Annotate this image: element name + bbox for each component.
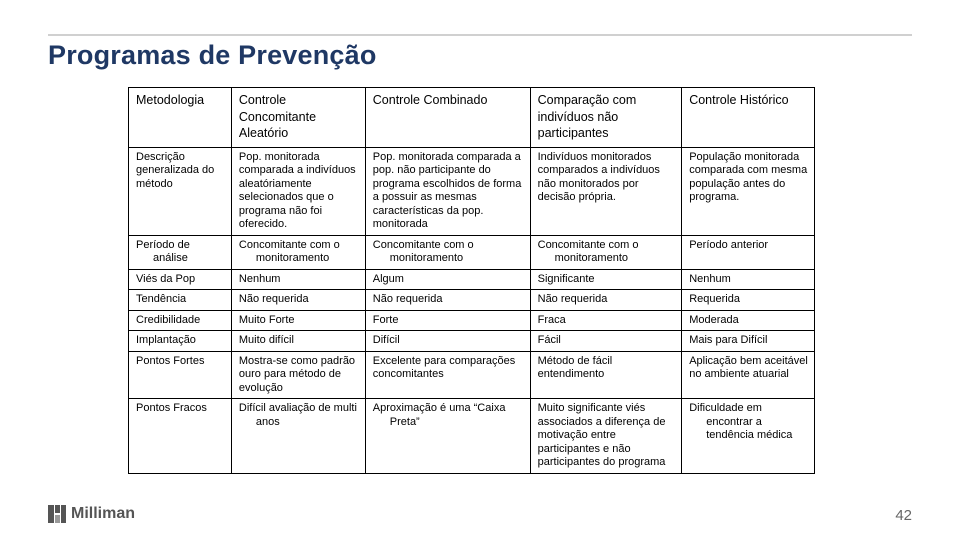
- table-row: [129, 351, 815, 399]
- table-cell: Mais para Difícil: [682, 331, 815, 352]
- milliman-logo-icon: [48, 505, 66, 523]
- header-cell: Controle Histórico: [682, 88, 815, 148]
- table-cell: Período anterior: [682, 235, 815, 269]
- table-cell: Concomitante com o monitoramento: [231, 235, 365, 269]
- table-cell: Não requerida: [530, 290, 682, 311]
- row-label: Tendência: [129, 290, 232, 311]
- header-cell: Metodologia: [129, 88, 232, 148]
- table-cell: Pop. monitorada comparada a indivíduos aleatóriamente selecionados que o programa não foi oferecido.: [231, 147, 365, 235]
- table-cell: Método de fácil entendimento: [530, 351, 682, 399]
- table-cell: Aproximação é uma “Caixa Preta”: [365, 399, 530, 474]
- table-cell: Nenhum: [231, 269, 365, 290]
- table-row: [129, 331, 815, 352]
- table-row: [129, 235, 815, 269]
- row-label: Credibilidade: [129, 310, 232, 331]
- logo-text: Milliman: [71, 505, 136, 522]
- table-cell: Requerida: [682, 290, 815, 311]
- table-cell: Mostra-se como padrão ouro para método de evolução: [231, 351, 365, 399]
- table-cell: Pop. monitorada comparada a pop. não participante do programa escolhidos de forma a possuir as mesmas características da pop. monitorada: [365, 147, 530, 235]
- header-cell: Controle Combinado: [365, 88, 530, 148]
- row-label: Pontos Fracos: [129, 399, 232, 474]
- slide-title: Programas de Prevenção: [48, 40, 377, 70]
- table-row: [129, 269, 815, 290]
- row-label: Implantação: [129, 331, 232, 352]
- table-cell: População monitorada comparada com mesma população antes do programa.: [682, 147, 815, 235]
- table-cell: Dificuldade em encontrar a tendência médica: [682, 399, 815, 474]
- row-label: Descrição generalizada do método: [129, 147, 232, 235]
- milliman-logo: [48, 504, 135, 524]
- table-cell: Difícil avaliação de multi anos: [231, 399, 365, 474]
- table-cell: Nenhum: [682, 269, 815, 290]
- table-cell: Não requerida: [365, 290, 530, 311]
- table-row: [129, 399, 815, 474]
- table-cell: Concomitante com o monitoramento: [365, 235, 530, 269]
- table-cell: Muito difícil: [231, 331, 365, 352]
- row-label: Período de análise: [129, 235, 232, 269]
- table-cell: Difícil: [365, 331, 530, 352]
- header-cell: Controle Concomitante Aleatório: [231, 88, 365, 148]
- row-label: Pontos Fortes: [129, 351, 232, 399]
- table-cell: Excelente para comparações concomitantes: [365, 351, 530, 399]
- row-label: Viés da Pop: [129, 269, 232, 290]
- table-cell: Forte: [365, 310, 530, 331]
- table-cell: Fácil: [530, 331, 682, 352]
- table-cell: Muito Forte: [231, 310, 365, 331]
- table-cell: Moderada: [682, 310, 815, 331]
- top-divider: [48, 34, 912, 36]
- comparison-table: [128, 87, 815, 474]
- table-cell: Aplicação bem aceitável no ambiente atuarial: [682, 351, 815, 399]
- table-cell: Não requerida: [231, 290, 365, 311]
- page-number: 42: [895, 507, 912, 524]
- table-cell: Indivíduos monitorados comparados a indivíduos não monitorados por decisão própria.: [530, 147, 682, 235]
- table-cell: Concomitante com o monitoramento: [530, 235, 682, 269]
- table-row: [129, 290, 815, 311]
- table-header-row: [129, 88, 815, 148]
- table-row: [129, 310, 815, 331]
- table-row: [129, 147, 815, 235]
- table-cell: Significante: [530, 269, 682, 290]
- table-cell: Fraca: [530, 310, 682, 331]
- header-cell: Comparação com indivíduos não participantes: [530, 88, 682, 148]
- table-cell: Muito significante viés associados a diferença de motivação entre participantes e não participantes do programa: [530, 399, 682, 474]
- table-cell: Algum: [365, 269, 530, 290]
